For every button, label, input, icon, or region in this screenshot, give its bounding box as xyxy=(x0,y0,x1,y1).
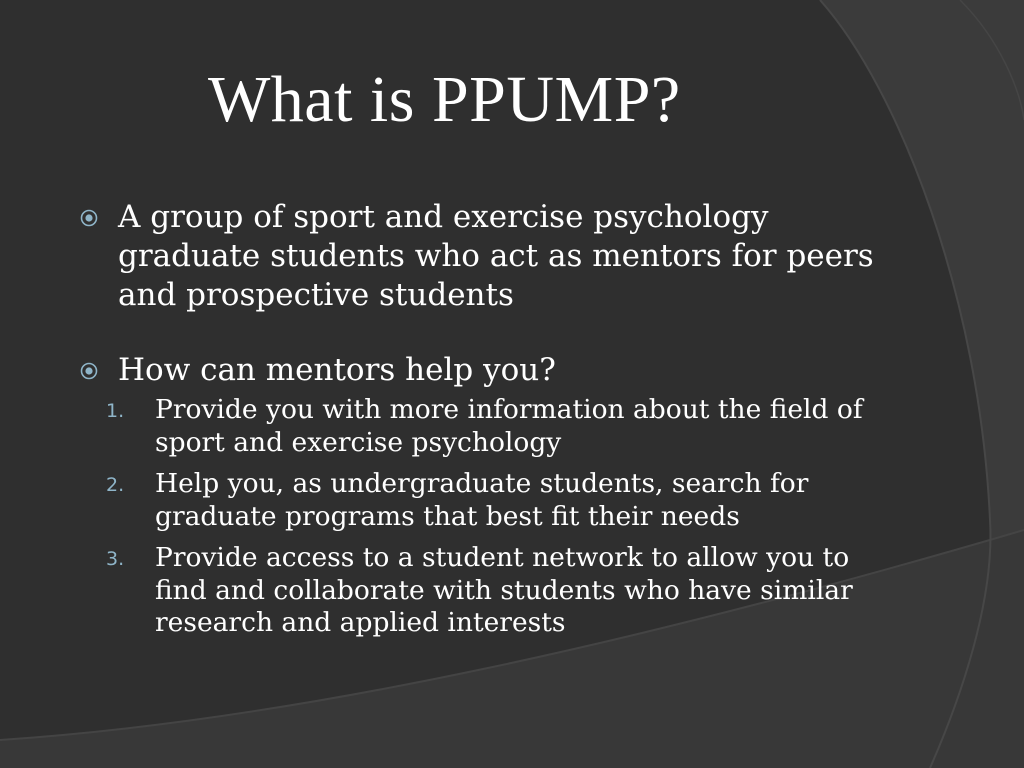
list-item xyxy=(106,394,898,459)
list-item xyxy=(106,468,898,533)
slide-title: What is PPUMP? xyxy=(208,63,681,136)
bullet-text: A group of sport and exercise psychology graduate students who act as mentors for peers and prospective students xyxy=(118,199,874,313)
list-item xyxy=(106,542,898,640)
circle-dot-bullet-icon xyxy=(80,209,98,227)
list-number: 1. xyxy=(106,400,125,422)
bullet-item xyxy=(78,351,898,390)
bullet-text: How can mentors help you? xyxy=(118,352,556,388)
list-item-text: Provide you with more information about the field of sport and exercise psychology xyxy=(155,394,863,458)
numbered-list xyxy=(106,394,898,640)
list-item-text: Provide access to a student network to allow you to find and collaborate with students who have similar research and applied interests xyxy=(155,542,853,638)
list-number: 3. xyxy=(106,548,125,570)
circle-dot-bullet-icon xyxy=(80,362,98,380)
list-number: 2. xyxy=(106,474,125,496)
content-body xyxy=(78,198,898,649)
list-item-text: Help you, as undergraduate students, search for graduate programs that best fit their needs xyxy=(155,468,809,532)
bullet-item xyxy=(78,198,898,315)
